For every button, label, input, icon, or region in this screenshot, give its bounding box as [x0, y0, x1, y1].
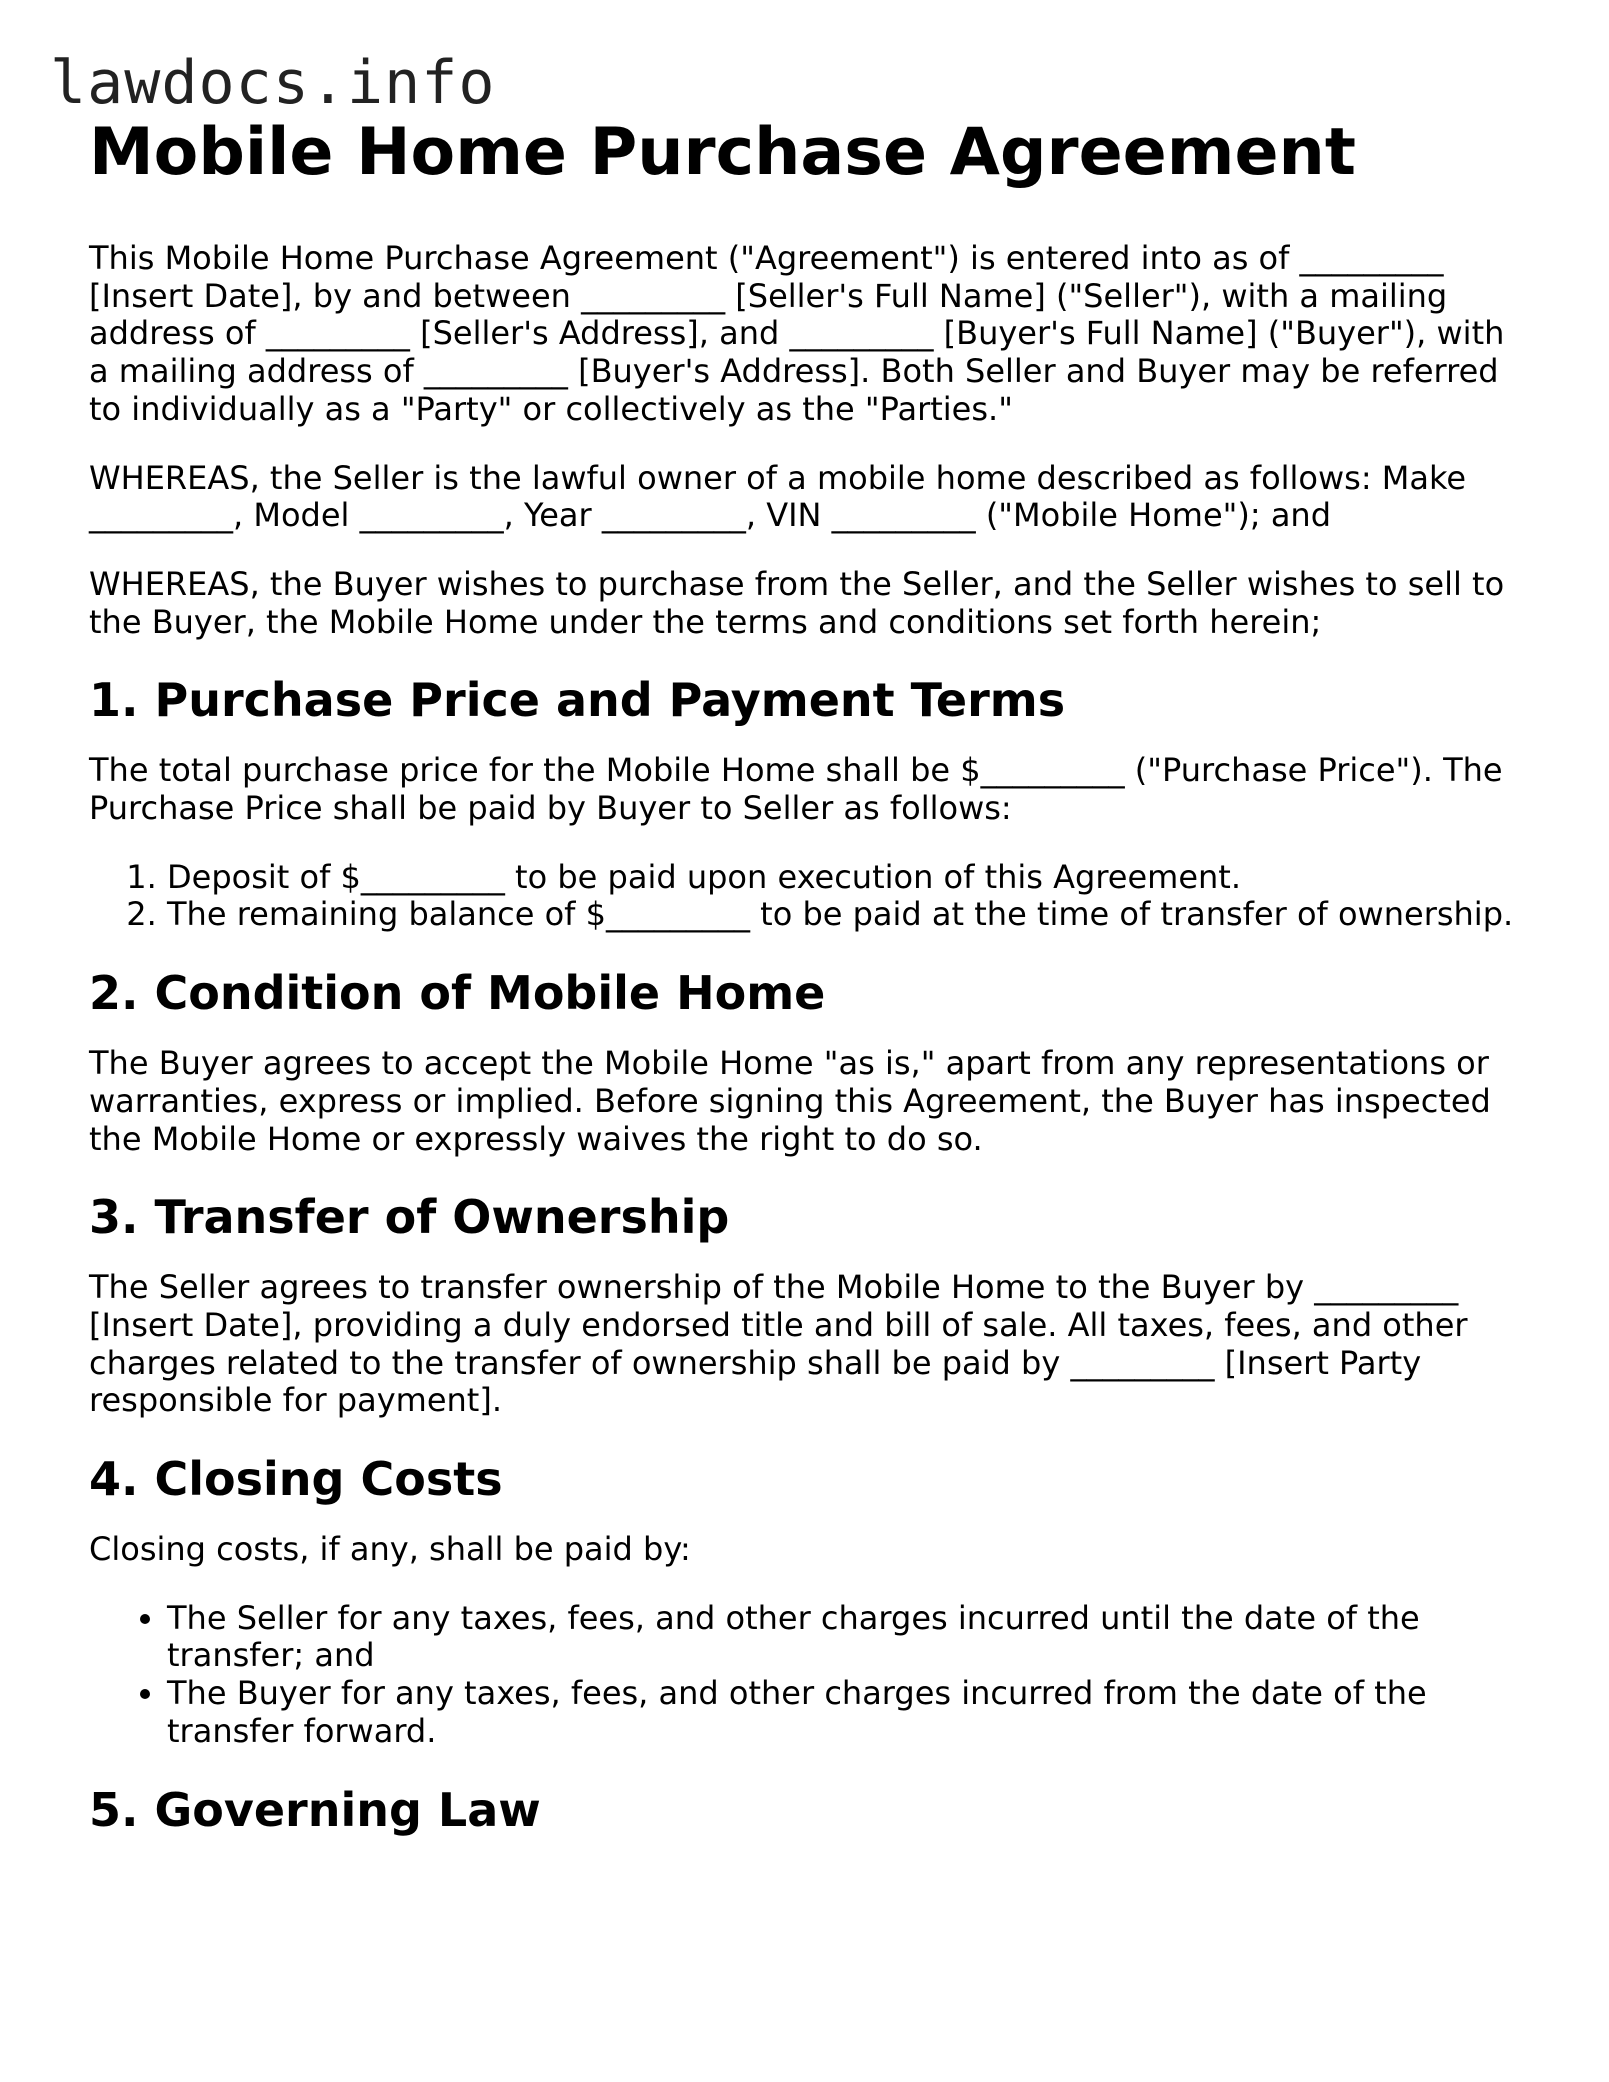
list-item: 1. Deposit of $_________ to be paid upon execution of this Agreement.: [167, 859, 1529, 897]
list-item: • The Seller for any taxes, fees, and other charges incurred until the date of the transfer; and: [167, 1600, 1529, 1675]
list-item: 2. The remaining balance of $_________ to be paid at the time of transfer of ownership.: [167, 896, 1529, 934]
section-text-purchase-price: The total purchase price for the Mobile Home shall be $_________ ("Purchase Price"). The Purchase Price shall be paid by Buyer to Seller as follows:: [89, 751, 1503, 828]
section-heading-closing-costs: 4. Closing Costs: [89, 1452, 503, 1507]
section-text-closing-costs: Closing costs, if any, shall be paid by:: [89, 1530, 691, 1569]
section-heading-transfer: 3. Transfer of Ownership: [89, 1190, 730, 1245]
payment-terms-list: [89, 859, 1529, 934]
list-item: • The Buyer for any taxes, fees, and other charges incurred from the date of the transfer forward.: [167, 1675, 1529, 1750]
section-heading-governing-law: 5. Governing Law: [89, 1782, 541, 1837]
whereas-paragraph: WHEREAS, the Buyer wishes to purchase from the Seller, and the Seller wishes to sell to the Buyer, the Mobile Home under the terms and conditions set forth herein;: [89, 564, 1505, 641]
section-heading-condition: 2. Condition of Mobile Home: [89, 966, 826, 1021]
document-title: Mobile Home Purchase Agreement: [89, 115, 1356, 190]
section-text-condition: The Buyer agrees to accept the Mobile Home "as is," apart from any representations or warranties, express or implied. Before signing this Agreement, the Buyer has inspected the Mobile Home or expressly waives the right to do so.: [89, 1044, 1491, 1158]
whereas-paragraph: WHEREAS, the Seller is the lawful owner of a mobile home described as follows: Make _________, Model _________, Year _________, VIN _________ ("Mobile Home"); and: [89, 458, 1467, 535]
section-text-transfer: The Seller agrees to transfer ownership of the Mobile Home to the Buyer by _________ [Insert Date], providing a duly endorsed title and bill of sale. All taxes, fees, and other charges related to the transfer of ownership shall be paid by _________ [Insert Party responsible for payment].: [89, 1268, 1468, 1420]
intro-paragraph: This Mobile Home Purchase Agreement ("Agreement") is entered into as of _________ [Insert Date], by and between _________ [Seller's Full Name] ("Seller"), with a mailing address of _________ [Seller's Address], and _________ [Buyer's Full Name] ("Buyer"), with a mailing address of _________ [Buyer's Address]. Both Seller and Buyer may be referred to individually as a "Party" or collectively as the "Parties.": [89, 239, 1505, 428]
section-heading-purchase-price: 1. Purchase Price and Payment Terms: [89, 673, 1066, 728]
document-body: [89, 108, 1529, 1862]
watermark: lawdocs.info: [50, 48, 496, 118]
closing-costs-list: [89, 1600, 1529, 1751]
